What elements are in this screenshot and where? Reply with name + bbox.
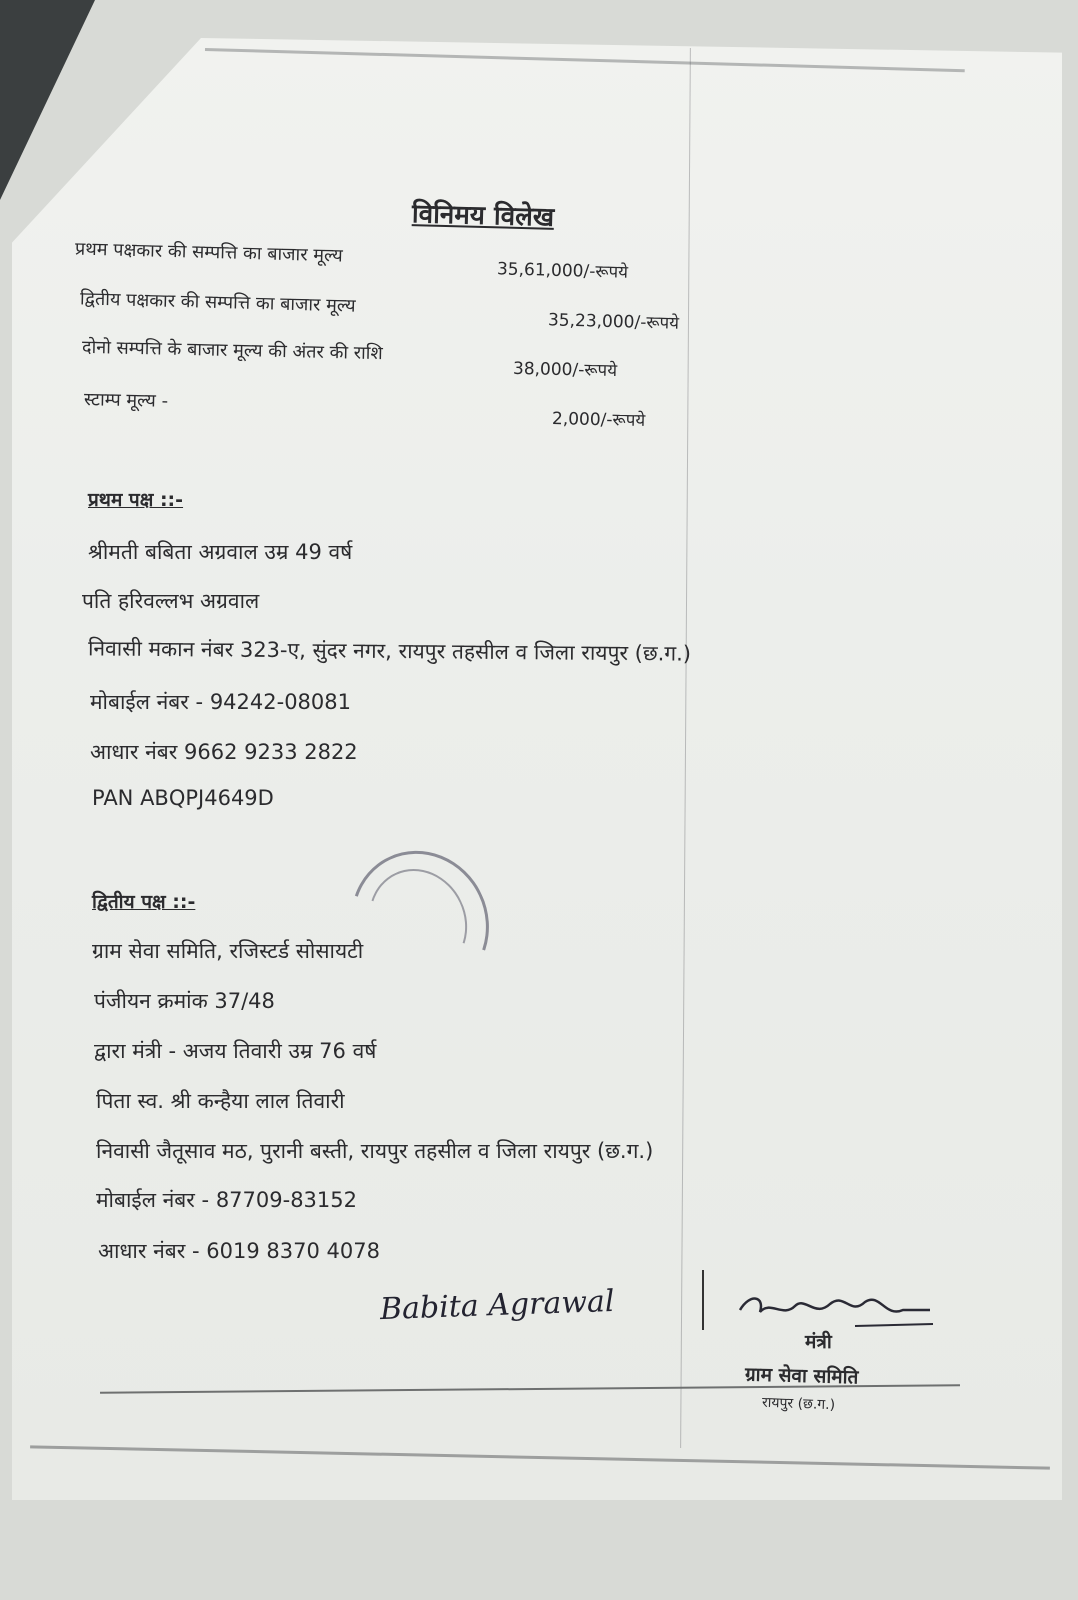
valuation-label-2: द्वितीय पक्षकार की सम्पत्ति का बाजार मूल्य xyxy=(79,288,356,317)
seal-designation: मंत्री xyxy=(805,1331,832,1353)
seal-location: रायपुर (छ.ग.) xyxy=(761,1394,836,1414)
second-party-line-4: पिता स्व. श्री कन्हैया लाल तिवारी xyxy=(96,1089,345,1113)
valuation-value-1: 35,61,000/-रूपये xyxy=(496,259,629,283)
second-party-line-7: आधार नंबर - 6019 8370 4078 xyxy=(98,1239,380,1263)
valuation-label-3: दोनो सम्पत्ति के बाजार मूल्य की अंतर की राशि xyxy=(81,336,383,365)
seal-organization: ग्राम सेवा समिति xyxy=(744,1363,859,1389)
first-party-line-5: आधार नंबर 9662 9233 2822 xyxy=(90,740,358,764)
valuation-value-4: 2,000/-रूपये xyxy=(551,409,646,431)
second-party-line-5: निवासी जैतूसाव मठ, पुरानी बस्ती, रायपुर तहसील व जिला रायपुर (छ.ग.) xyxy=(96,1139,654,1163)
first-party-line-6: PAN ABQPJ4649D xyxy=(92,786,274,810)
second-party-heading: द्वितीय पक्ष ::- xyxy=(92,891,196,913)
second-party-line-6: मोबाईल नंबर - 87709-83152 xyxy=(96,1188,358,1212)
document-title: विनिमय विलेख xyxy=(411,199,555,233)
first-party-heading: प्रथम पक्ष ::- xyxy=(88,489,184,511)
first-party-line-1: श्रीमती बबिता अग्रवाल उम्र 49 वर्ष xyxy=(88,540,353,564)
first-party-line-2: पति हरिवल्लभ अग्रवाल xyxy=(82,589,260,613)
second-party-line-3: द्वारा मंत्री - अजय तिवारी उम्र 76 वर्ष xyxy=(94,1039,377,1063)
second-party-line-1: ग्राम सेवा समिति, रजिस्टर्ड सोसायटी xyxy=(92,939,364,963)
valuation-label-4: स्टाम्प मूल्य - xyxy=(83,389,169,412)
first-party-line-4: मोबाईल नंबर - 94242-08081 xyxy=(90,690,352,714)
second-party-line-2: पंजीयन क्रमांक 37/48 xyxy=(94,989,275,1013)
first-party-line-3: निवासी मकान नंबर 323-ए, सुंदर नगर, रायपुर तहसील व जिला रायपुर (छ.ग.) xyxy=(87,636,692,666)
valuation-value-2: 35,23,000/-रूपये xyxy=(547,310,680,334)
first-party-signature: Babita Agrawal xyxy=(379,1283,616,1328)
signature-divider xyxy=(702,1270,704,1330)
valuation-label-1: प्रथम पक्षकार की सम्पत्ति का बाजार मूल्य xyxy=(74,238,343,267)
valuation-value-3: 38,000/-रूपये xyxy=(512,358,618,382)
second-party-signature xyxy=(735,1288,935,1338)
